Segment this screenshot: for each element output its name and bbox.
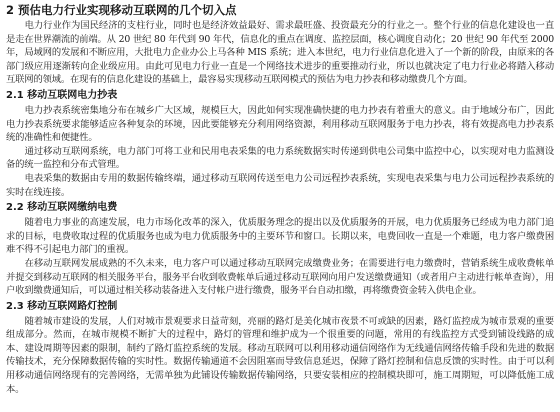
subsection-heading-2-1: 2.1 移动互联网电力抄表 <box>6 89 118 101</box>
subsection-heading-2-3: 2.3 移动互联网路灯控制 <box>6 300 118 312</box>
paragraph: 电力抄表系统密集地分布在城乡广大区域，规模巨大，因此如何实现准确快捷的电力抄表有着重大的意义。由于地域分布广，因此电力抄表系统要求能够适应各种复杂的环境，因此要能够充分利用网络资源，利用移动互联网服务于电力抄表，将有效提高电力抄表系统的准确性和便捷性。 <box>6 104 554 144</box>
section-heading: 2 预估电力行业实现移动互联网的几个切入点 <box>6 3 237 17</box>
subsection-heading-2-2: 2.2 移动互联网缴纳电费 <box>6 202 118 214</box>
paragraph: 通过移动互联网系统，电力部门可将工业和民用电表采集的电力系统数据实时传递到供电公司集中监控中心，以实现对电力监测设备的统一监控和分布式管理。 <box>6 145 554 171</box>
paragraph: 随着电力事业的高速发展，电力市场化改革的深入，优质服务理念的提出以及优质服务的开展，电力优质服务已经成为电力部门追求的目标，电费收取过程的优质服务也成为电力优质服务中的主要环节和窗口。长期以来，电费回收一直是一个难题，电力客户缴费困难不得不引起电力部门的重视。 <box>6 217 554 256</box>
paragraph: 在移动互联网发展成熟的不久未来，电力客户可以通过移动互联网完成缴费业务；在需要进行电力缴费时，营销系统生成收费帐单并提交到移动互联网的相关服务平台，服务平台收到收费帐单后通过移动互联网向用户发送缴费通知（或者用户主动进行帐单查询），用户收到缴费通知后，可以通过相关移动装备进入支付帐户进行缴费，服务平台自动扣缴，再将缴费资金转入供电企业。 <box>6 257 554 297</box>
intro-paragraph: 电力行业作为国民经济的支柱行业，同时也是经济效益最好、需求最旺盛、投资最充分的行业之一。整个行业的信息化建设也一直是走在世界潮流的前端。从 20 世纪 80 年代到 90 年代，信息化的重点在调度、监控层面，核心调度自动化；20 世纪 90 年代至 2000 年，局域网的发展和不断应用，大批电力企业办公上马各种 MIS 系统；进入本世纪，电力行业信息化进入了一个新的阶段，由原来的各部门级应用逐渐转向企业级应用。由此可见电力行业一直是一个网络技术进步的重要推动行业，所以也就决定了电力行业必将踏入移动互联网的领域。在现有的信息化建设的基础上，最容易实现移动互联网模式的预估为电力抄表和移动缴费几个方面。 <box>6 20 554 86</box>
article-page <box>6 2 554 396</box>
paragraph: 电表采集的数据由专用的数据传输终端，通过移动互联网传送至电力公司远程抄表系统，实现电表采集与电力公司远程抄表系统的实时在线连接。 <box>6 172 554 198</box>
paragraph: 随着城市建设的发展，人们对城市景观要求日益苛刻，亮丽的路灯是美化城市夜景不可或缺的因素，路灯监控成为城市景观的重要组成部分。然而，在城市规模不断扩大的过程中，路灯的管理和维护成为一个很重要的问题，常用的有线监控方式受到铺设线路的成本、建设周期等因素的限制，制约了路灯监控系统的发展。移动互联网可以利用移动通信网络作为无线通信网络传输手段和先进的数据传输技术，充分保障数据传输的实时性。数据传输通道不会因阻塞而导致信息延迟，保障了路灯控制和信息反馈的实时性。由于可以利用移动通信网络现有的完善网络，无需单独为此铺设传输数据传输网络，只要安装相应的控制模块即可，施工周期短，可以降低施工成本。 <box>6 315 554 395</box>
